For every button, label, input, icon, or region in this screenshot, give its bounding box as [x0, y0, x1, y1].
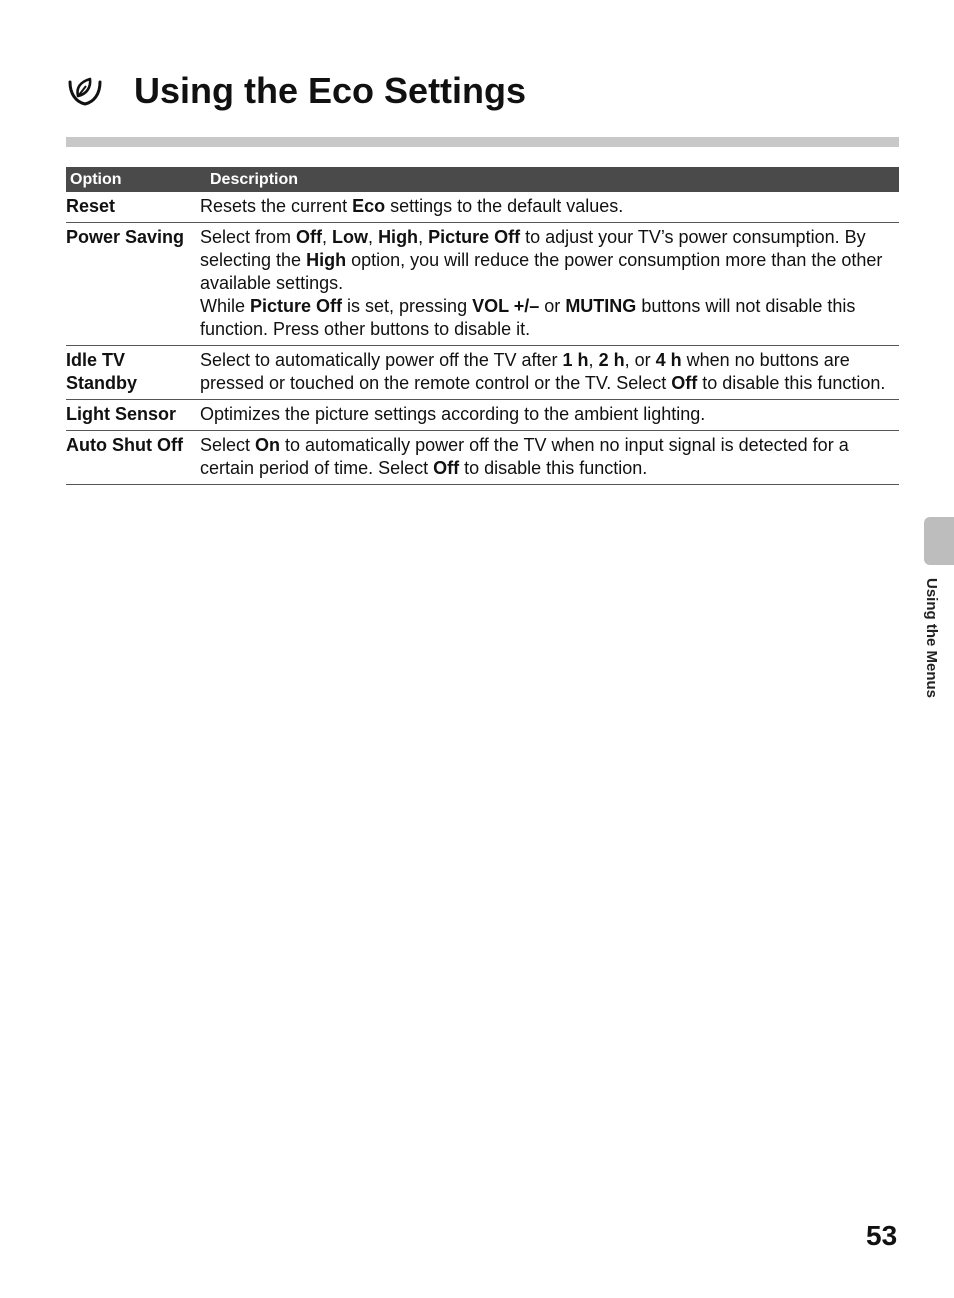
bold-term: 2 h	[598, 350, 625, 370]
table-body	[66, 192, 899, 485]
text-segment: to disable this function.	[697, 373, 886, 393]
text-segment: Optimizes the picture settings according to the ambient lighting.	[200, 404, 706, 424]
title-row	[66, 66, 526, 116]
text-segment: option, you will reduce the power consumption more than the other available settings.	[200, 250, 883, 293]
text-segment: buttons will not disable this function. Press other buttons to disable it.	[200, 296, 856, 339]
table-row	[66, 400, 899, 431]
text-segment: to adjust your TV’s power consumption. By selecting the	[200, 227, 866, 270]
text-segment: Resets the current	[200, 196, 353, 216]
column-header-description: Description	[200, 167, 899, 192]
table-row	[66, 192, 899, 223]
option-name: Idle TV Standby	[66, 346, 200, 400]
description-paragraph	[200, 226, 899, 295]
text-segment: ,	[368, 227, 379, 247]
option-name: Auto Shut Off	[66, 431, 200, 485]
text-segment: Select	[200, 435, 256, 455]
bold-term: Picture Off	[428, 227, 521, 247]
table-row	[66, 431, 899, 485]
section-side-label: Using the Menus	[923, 578, 940, 699]
text-segment: or	[539, 296, 566, 316]
description-paragraph	[200, 349, 899, 395]
text-segment: when no buttons are pressed or touched on the remote control or the TV. Select	[200, 350, 850, 393]
option-name: Light Sensor	[66, 400, 200, 431]
page-number: 53	[866, 1220, 898, 1251]
text-segment: While	[200, 296, 251, 316]
option-name: Power Saving	[66, 223, 200, 346]
text-segment: settings to the default values.	[385, 196, 624, 216]
bold-term: Low	[332, 227, 369, 247]
bold-term: Eco	[352, 196, 386, 216]
page-title: Using the Eco Settings	[134, 70, 527, 111]
text-segment: to disable this function.	[459, 458, 648, 478]
table-row	[66, 346, 899, 400]
option-name: Reset	[66, 192, 200, 223]
text-segment: ,	[588, 350, 599, 370]
bold-term: 1 h	[562, 350, 589, 370]
text-segment: Select to automatically power off the TV after	[200, 350, 563, 370]
text-segment: ,	[418, 227, 429, 247]
description-paragraph	[200, 403, 899, 426]
text-segment: ,	[322, 227, 333, 247]
text-segment: is set, pressing	[342, 296, 473, 316]
section-side-tab	[924, 517, 954, 565]
option-description	[200, 223, 899, 346]
option-description	[200, 346, 899, 400]
bold-term: Off	[296, 227, 323, 247]
bold-term: Off	[433, 458, 460, 478]
bold-term: High	[378, 227, 419, 247]
bold-term: Picture Off	[250, 296, 343, 316]
description-paragraph	[200, 295, 899, 341]
bold-term: VOL +/–	[472, 296, 540, 316]
text-segment: , or	[624, 350, 656, 370]
bold-term: On	[255, 435, 281, 455]
option-description	[200, 192, 899, 223]
bold-term: MUTING	[565, 296, 637, 316]
bold-term: Off	[671, 373, 698, 393]
eco-leaf-hands-icon	[66, 74, 104, 108]
options-table	[66, 167, 899, 485]
option-description	[200, 400, 899, 431]
text-segment: Select from	[200, 227, 297, 247]
column-header-option: Option	[66, 167, 200, 192]
bold-term: 4 h	[655, 350, 682, 370]
text-segment: to automatically power off the TV when no input signal is detected for a certain period of time. Select	[200, 435, 849, 478]
title-rule	[66, 137, 899, 147]
description-paragraph	[200, 195, 899, 218]
description-paragraph	[200, 434, 899, 480]
table-row	[66, 223, 899, 346]
option-description	[200, 431, 899, 485]
bold-term: High	[306, 250, 347, 270]
table-header-row	[66, 167, 899, 192]
